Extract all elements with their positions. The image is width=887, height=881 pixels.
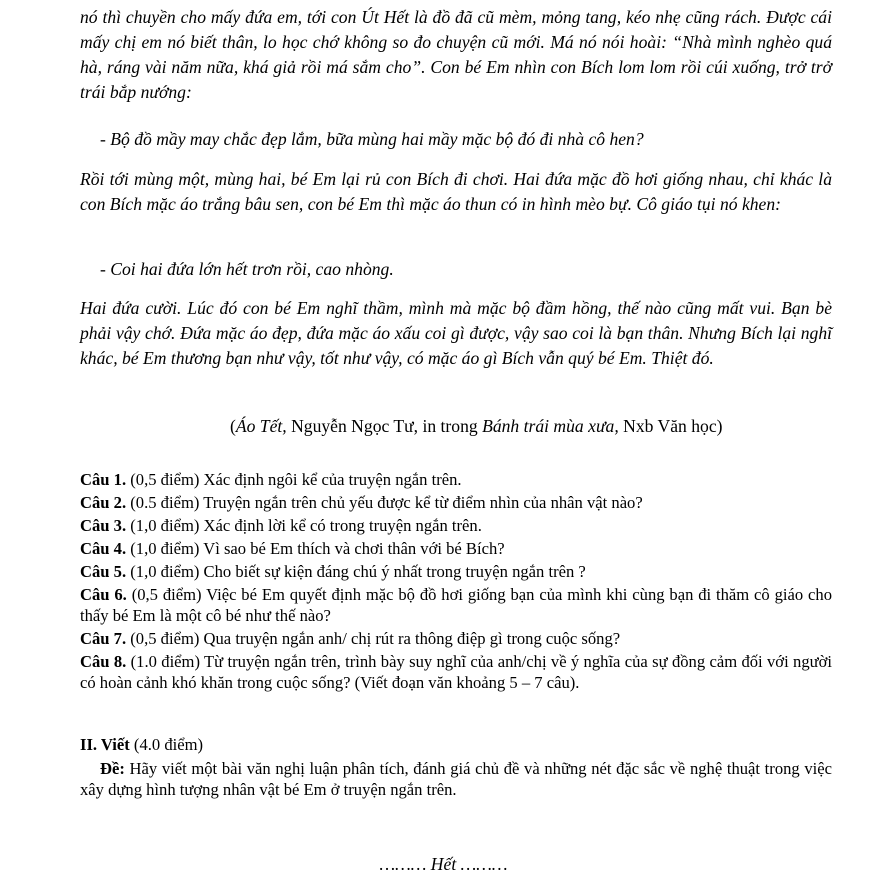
question-text: (1,0 điểm) Vì sao bé Em thích và chơi thân với bé Bích? [126, 539, 505, 558]
question-label: Câu 1. [80, 470, 127, 489]
question-label: Câu 8. [80, 652, 127, 671]
section-2-heading [80, 735, 832, 756]
question-text: (0,5 điểm) Xác định ngôi kể của truyện ngắn trên. [126, 470, 462, 489]
question-label: Câu 4. [80, 539, 127, 558]
essay-prompt [80, 759, 832, 800]
question-label: Câu 2. [80, 493, 127, 512]
question-label: Câu 3. [80, 516, 127, 535]
section-label: II. Viết [80, 735, 130, 754]
question-2 [80, 493, 832, 514]
source-citation [230, 414, 722, 439]
end-mark: ……… Hết ……… [379, 854, 508, 874]
source-open: ( [230, 416, 236, 436]
question-label: Câu 6. [80, 585, 127, 604]
story-paragraph-1: nó thì chuyền cho mấy đứa em, tới con Út Hết là đồ đã cũ mèm, mỏng tang, kéo nhẹ cũng rách. Được cái mấy chị em nó biết thân, lo học chớ không so đo chuyện cũ mới. Má nó nói hoài: “Nhà mình nghèo quá hà, ráng vài năm nữa, khá giả rồi má sắm cho”. Con bé Em nhìn con Bích lom lom rồi cúi xuống, trở trở trái bắp nướng: [80, 7, 832, 102]
source-publisher: Nxb Văn học) [618, 416, 723, 436]
question-7 [80, 629, 832, 650]
source-book-title: Bánh trái mùa xưa, [482, 416, 619, 436]
question-5 [80, 562, 832, 583]
question-6 [80, 585, 832, 626]
question-text: (0,5 điểm) Qua truyện ngắn anh/ chị rút ra thông điệp gì trong cuộc sống? [126, 629, 621, 648]
source-author: Nguyễn Ngọc Tư, in trong [286, 416, 483, 436]
question-label: Câu 5. [80, 562, 127, 581]
prompt-text: Hãy viết một bài văn nghị luận phân tích, đánh giá chủ đề và những nét đặc sắc về nghệ thuật trong việc xây dựng hình tượng nhân vật bé Em ở truyện ngắn trên. [80, 759, 832, 799]
question-text: (1,0 điểm) Cho biết sự kiện đáng chú ý nhất trong truyện ngắn trên ? [126, 562, 586, 581]
source-work-title: Áo Tết, [235, 416, 287, 436]
question-text: (1,0 điểm) Xác định lời kể có trong truyện ngắn trên. [126, 516, 482, 535]
story-dialogue-1: - Bộ đồ mầy may chắc đẹp lắm, bữa mùng hai mầy mặc bộ đó đi nhà cô hen? [100, 129, 644, 149]
story-dialogue-2: - Coi hai đứa lớn hết trơn rồi, cao nhòng. [100, 259, 394, 279]
question-8 [80, 652, 832, 693]
story-paragraph-3: Hai đứa cười. Lúc đó con bé Em nghĩ thầm, mình mà mặc bộ đầm hồng, thế nào cũng mất vui. Bạn bè phải vậy chớ. Đứa mặc áo đẹp, đứa mặc áo xấu coi gì được, vậy sao coi là bạn thân. Nhưng Bích lại nghĩ khác, bé Em thương bạn như vậy, tốt như vậy, có mặc áo gì Bích vẫn quý bé Em. Thiệt đó. [80, 298, 832, 368]
story-paragraph-2: Rồi tới mùng một, mùng hai, bé Em lại rủ con Bích đi chơi. Hai đứa mặc đồ hơi giống nhau, chỉ khác là con Bích mặc áo trắng bâu sen, con bé Em thì mặc áo thun có in hình mèo bự. Cô giáo tụi nó khen: [80, 169, 832, 214]
section-points: (4.0 điểm) [129, 735, 204, 754]
prompt-label: Đề: [100, 759, 125, 778]
question-4 [80, 539, 832, 560]
question-1 [80, 470, 832, 491]
question-text: (1.0 điểm) Từ truyện ngắn trên, trình bày suy nghĩ của anh/chị về ý nghĩa của sự đồng cảm đối với người có hoàn cảnh khó khăn trong cuộc sống? (Viết đoạn văn khoảng 5 – 7 câu). [80, 652, 833, 692]
question-label: Câu 7. [80, 629, 127, 648]
question-3 [80, 516, 832, 537]
question-text: (0.5 điểm) Truyện ngắn trên chủ yếu được kể từ điểm nhìn của nhân vật nào? [126, 493, 643, 512]
question-text: (0,5 điểm) Việc bé Em quyết định mặc bộ đồ hơi giống bạn của mình khi cùng bạn đi thăm cô giáo cho thấy bé Em là một cô bé như thế nào? [80, 585, 832, 625]
